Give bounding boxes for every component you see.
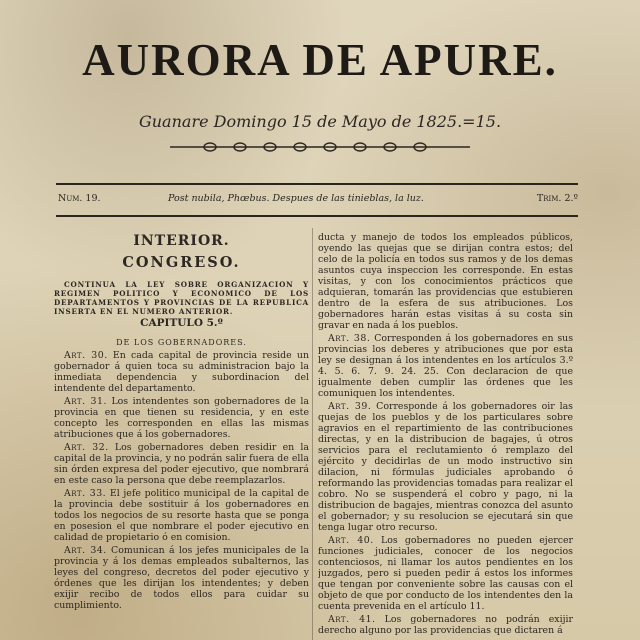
article-38: Art. 38. Corresponden á los gobernadores en sus provincias los deberes y atribuciones que por esta ley se designan á los intendentes en los artículos 3.º 4. 5. 6. 7. 9. 24. 25. Con declaracion de que igualmente deben cumplir las órdenes que les comuniquen los intendentes. (318, 333, 573, 399)
left-column (54, 232, 309, 640)
article-39: Art. 39. Corresponde á los gobernadores oir las quejas de los pueblos y de los particulares sobre agravios en el repartimiento de las contribuciones directas, y en la distribucion de bagajes, ú otros servicios para el reclutamiento ó remplazo del ejército y decidirlas de un modo instructivo sin dilacion, ni fórmulas judiciales aprobando ó reformando las providencias tomadas para realizar el cobro. No se suspenderá el cobro y pago, ni la distribucion de bagajes, mientras conozca del asunto el gobernador; y su resolucion se ejecutará sin que tenga lugar otro recurso. (318, 401, 573, 533)
ornament-divider-icon (170, 140, 470, 154)
article-30: Art. 30. En cada capital de provincia reside un gobernador á quien toca su administracion bajo la inmediata dependencia y subordinacion del intendente del departamento. (54, 350, 309, 394)
motto: Post nubila, Phœbus. Despues de las tinieblas, la luz. (168, 193, 424, 204)
continuation-note: CONTINUA LA LEY SOBRE ORGANIZACION Y REGIMEN POLITICO Y ECONOMICO DE LOS DEPARTAMENTOS Y PROVINCIAS DE LA REPUBLICA INSERTA EN EL NUMERO ANTERIOR. (54, 280, 309, 316)
chapter-heading: CAPITULO 5.º (140, 317, 223, 329)
article-41: Art. 41. Los gobernadores no podrán exijir derecho alguno por las providencias que dictaren á (318, 614, 573, 636)
trimester: Trim. 2.º (536, 193, 578, 204)
right-column (318, 232, 573, 640)
column-divider (312, 228, 313, 640)
article-32: Art. 32. Los gobernadores deben residir en la capital de la provincia, y no podrán salir fuera de ella sin órden expresa del poder ejecutivo, que nombrará en este caso la persona que debe reemplazarlos. (54, 442, 309, 486)
subheading: DE LOS GOBERNADORES. (116, 338, 247, 347)
article-40: Art. 40. Los gobernadores no pueden ejercer funciones judiciales, conocer de los negocios contenciosos, ni llamar los autos pendientes en los juzgados, pero si pueden pedir á estos los informes que tengan por conveniente sobre las causas con el objeto de que por conducto de los intendentes den la cuenta prevenida en el artículo 11. (318, 535, 573, 612)
article-31: Art. 31. Los intendentes son gobernadores de la provincia en que tienen su residencia, y en este concepto les corresponden en ellas las mismas atribuciones que á los gobernadores. (54, 396, 309, 440)
congreso-heading: CONGRESO. (122, 254, 241, 271)
top-rule (56, 183, 578, 185)
bottom-rule (56, 215, 578, 217)
continued-paragraph: ducta y manejo de todos los empleados públicos, oyendo las quejas que se dirijan contra estos; del celo de la policía en todos sus ramos y de los demas asuntos cuya inspeccion les corresponde. En estas visitas, y con los conocimientos prácticos que adquieran, tomarán las providencias que estubieren dentro de la esfera de sus atribuciones. Los gobernadores harán estas visitas á su costa sin gravar en nada á los pueblos. (318, 232, 573, 331)
issue-number: Num. 19. (58, 193, 101, 204)
masthead-title: AURORA DE APURE. (82, 35, 558, 85)
issue-info-bar (58, 191, 578, 209)
dateline: Guanare Domingo 15 de Mayo de 1825.=15. (138, 112, 502, 131)
article-34: Art. 34. Comunican á los jefes municipales de la provincia y á los demas empleados subalternos, las leyes del congreso, decretos del poder ejecutivo y órdenes que les dirijan los intendentes; y deben exijir recibo de todos ellos para cuidar su cumplimiento. (54, 545, 309, 611)
section-heading: INTERIOR. (133, 233, 230, 249)
article-33: Art. 33. El jefe politico municipal de la capital de la provincia debe sostituir á los gobernadores en todos los negocios de su resorte hasta que se ponga en posesion el que nombrare el poder ejecutivo en calidad de propietario ó en comision. (54, 488, 309, 543)
